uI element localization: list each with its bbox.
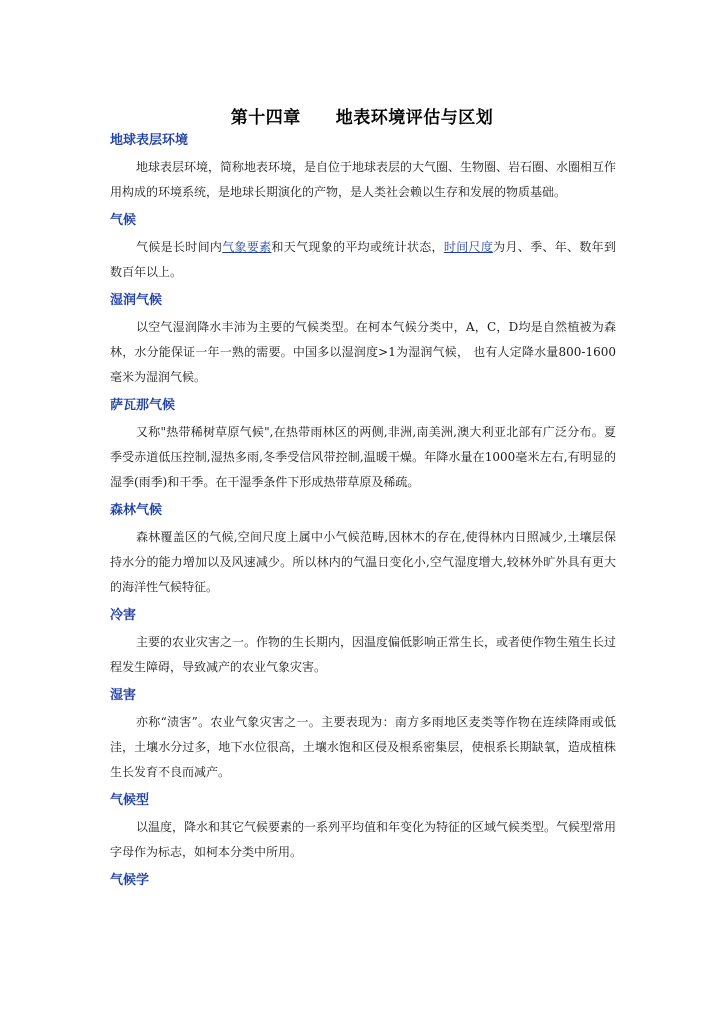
term-heading-savanna-climate: 萨瓦那气候 [110,398,176,413]
term-heading-climate: 气候 [110,213,137,228]
term-heading-forest-climate: 森林气候 [110,503,163,518]
chapter-title: 第十四章 地表环境评估与区划 [230,108,494,128]
term-heading-earth-surface-environment: 地球表层环境 [110,133,189,148]
definition-wet-damage: 亦称“渍害”。农业气象灾害之一。主要表现为：南方多雨地区麦类等作物在连续降雨或低洼，土壤水分过多，地下水位很高，土壤水饱和区侵及根系密集层，使根系长期缺氧，造成植株生长发育不良而减产。 [110,715,616,779]
term-heading-humid-climate: 湿润气候 [110,293,163,308]
definition-climate [110,235,616,285]
glossary-content [110,131,616,895]
term-heading-climate-type: 气候型 [110,793,150,808]
definition-savanna-climate: 又称"热带稀树草原气候",在热带雨林区的两侧,非洲,南美洲,澳大利亚北部有广泛分布。夏季受赤道低压控制,湿热多雨,冬季受信风带控制,温暖干燥。年降水量在1000毫米左右,有明显的湿季(雨季)和干季。在干湿季条件下形成热带草原及稀疏。 [110,425,616,489]
term-heading-climatology: 气候学 [110,873,150,888]
definition-cold-damage: 主要的农业灾害之一。作物的生长期内，因温度偏低影响正常生长，或者使作物生殖生长过程发生障碍，导致减产的农业气象灾害。 [110,635,617,674]
meteorological-elements-link[interactable]: 气象要素 [222,240,272,254]
definition-earth-surface-environment: 地球表层环境，简称地表环境，是自位于地球表层的大气圈、生物圈、岩石圈、水圈相互作用构成的环境系统，是地球长期演化的产物，是人类社会赖以生存和发展的物质基础。 [110,160,617,199]
definition-climate-part-1: 气候是长时间内 [136,240,223,254]
definition-forest-climate: 森林覆盖区的气候,空间尺度上属中小气候范畴,因林木的存在,使得林内日照减少,土壤层保持水分的能力增加以及风速减少。所以林内的气温日变化小,空气湿度增大,较林外旷外具有更大的海洋性气候特征。 [110,530,616,594]
definition-climate-type: 以温度，降水和其它气候要素的一系列平均值和年变化为特征的区域气候类型。气候型常用字母作为标志，如柯本分类中所用。 [110,820,617,859]
time-scale-link[interactable]: 时间尺度 [443,240,494,254]
term-heading-cold-damage: 冷害 [110,608,137,623]
definition-humid-climate: 以空气湿润降水丰沛为主要的气候类型。在柯本气候分类中，A，C，D均是自然植被为森林，水分能保证一年一熟的需要。中国多以湿润度>1为湿润气候， 也有人定降水量800-1600毫米为湿润气候。 [110,320,616,384]
definition-climate-part-2: 和天气现象的平均或统计状态， [271,240,444,254]
term-heading-wet-damage: 湿害 [110,688,137,703]
definition-climate-part-3: 为月、季、年、数年到数百年以上。 [110,240,616,279]
